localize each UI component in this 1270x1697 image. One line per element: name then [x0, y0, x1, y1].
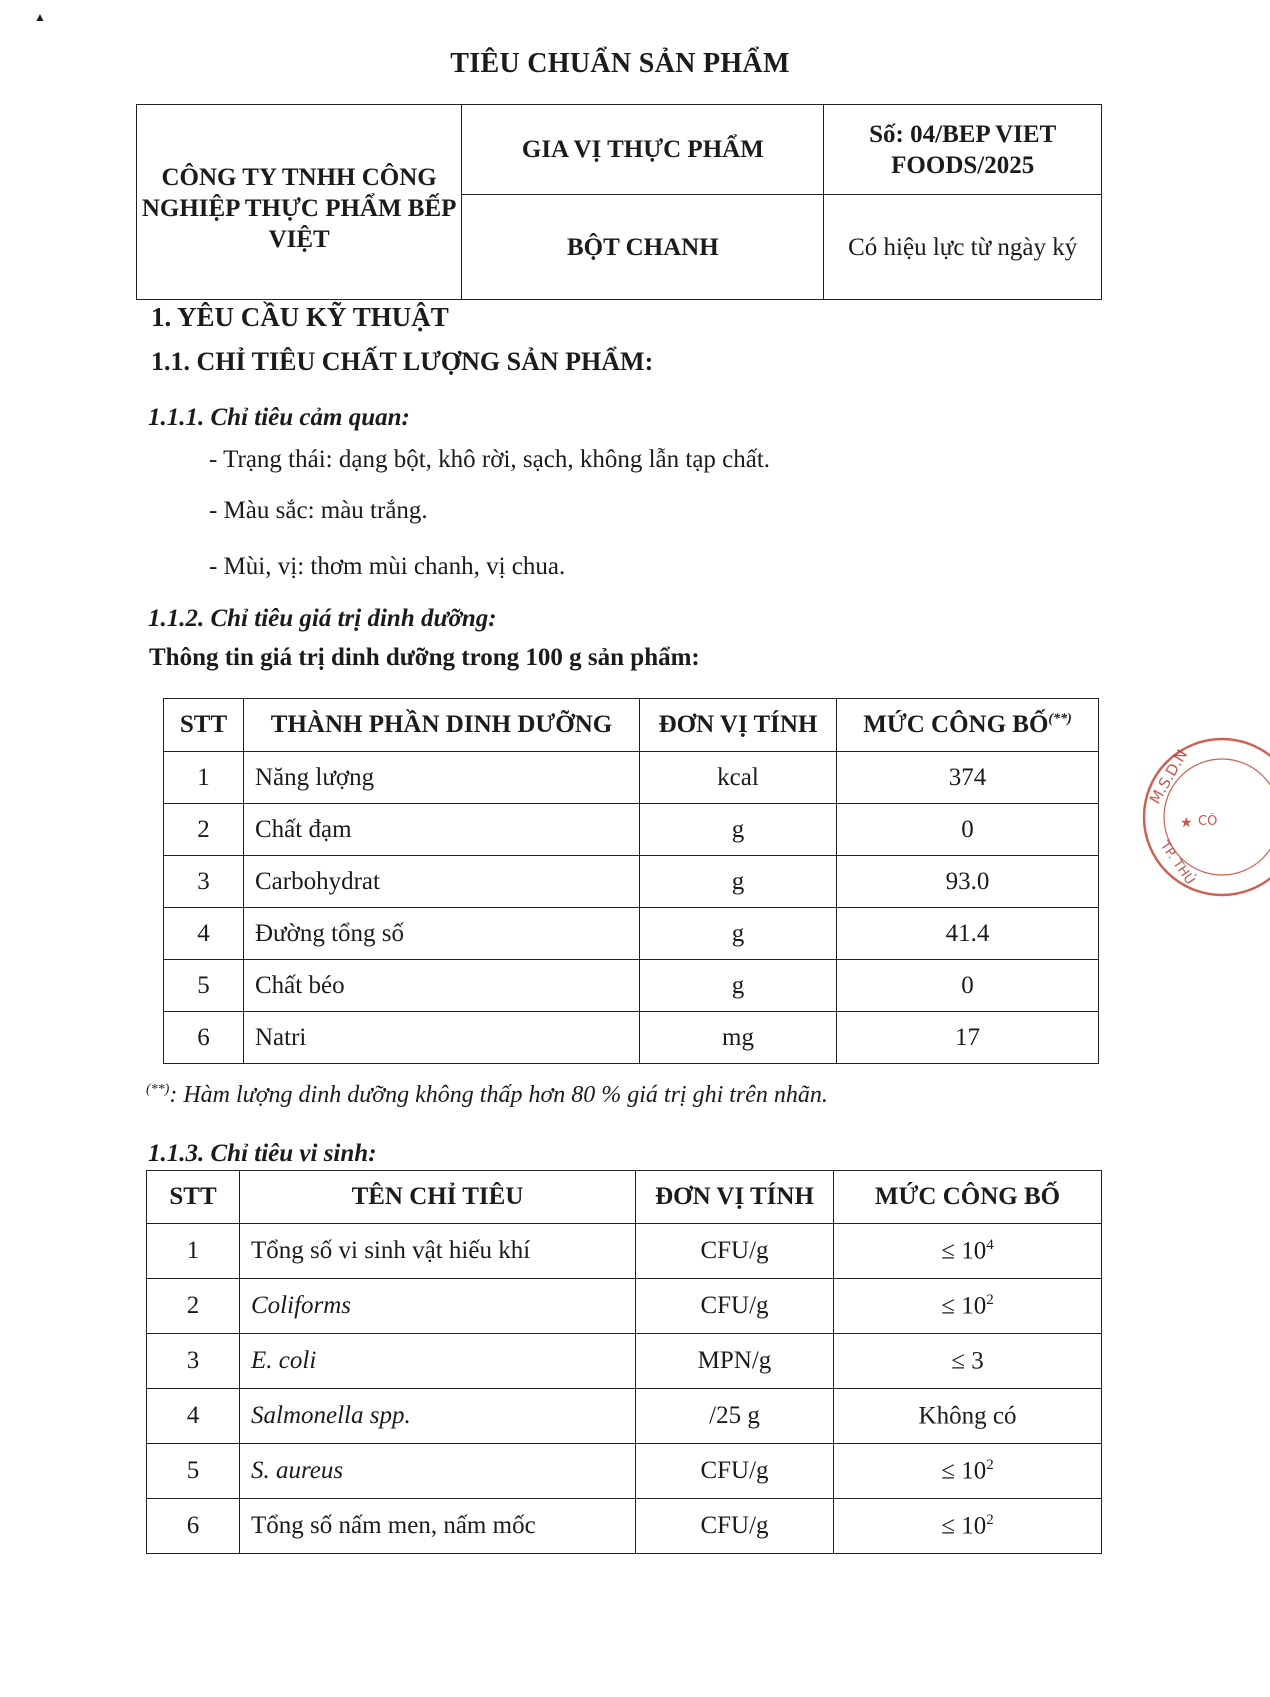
nutrient-unit: kcal [640, 752, 837, 804]
indicator-unit: CFU/g [636, 1499, 834, 1554]
svg-text:TP. THỦ: TP. THỦ [1156, 838, 1198, 888]
sensory-item: - Trạng thái: dạng bột, khô rời, sạch, không lẫn tạp chất. [209, 446, 771, 473]
indicator-name: S. aureus [240, 1444, 636, 1499]
nutrient-name: Natri [244, 1012, 640, 1064]
nutrient-value: 41.4 [837, 908, 1099, 960]
row-number: 1 [147, 1224, 240, 1279]
document-title: TIÊU CHUẨN SẢN PHẨM [450, 48, 790, 79]
column-header: ĐƠN VỊ TÍNH [640, 699, 837, 752]
section-heading: 1. YÊU CẦU KỸ THUẬT [151, 302, 449, 332]
indicator-limit: ≤ 3 [834, 1334, 1102, 1389]
indicator-unit: CFU/g [636, 1444, 834, 1499]
nutrient-unit: g [640, 960, 837, 1012]
header-table [136, 104, 1102, 300]
nutrient-name: Đường tổng số [244, 908, 640, 960]
indicator-name: Salmonella spp. [240, 1389, 636, 1444]
nutrient-name: Chất béo [244, 960, 640, 1012]
nutrition-table [163, 698, 1099, 1064]
svg-text:★: ★ [1180, 815, 1193, 831]
document-number: Số: 04/BEP VIET FOODS/2025 [824, 105, 1102, 195]
column-header: ĐƠN VỊ TÍNH [636, 1171, 834, 1224]
column-header: STT [164, 699, 244, 752]
nutrient-name: Carbohydrat [244, 856, 640, 908]
indicator-limit: ≤ $10^2$ [834, 1279, 1102, 1334]
row-number: 4 [164, 908, 244, 960]
table-row [147, 1224, 1102, 1279]
scan-mark: ▲ [34, 10, 46, 24]
indicator-limit: Không có [834, 1389, 1102, 1444]
column-header: MỨC CÔNG BỐ(**) [837, 699, 1099, 752]
nutrient-value: 0 [837, 804, 1099, 856]
row-number: 3 [164, 856, 244, 908]
nutrient-unit: mg [640, 1012, 837, 1064]
nutrient-unit: g [640, 804, 837, 856]
column-header: TÊN CHỈ TIÊU [240, 1171, 636, 1224]
indicator-limit: ≤ $10^2$ [834, 1499, 1102, 1554]
nutrient-unit: g [640, 908, 837, 960]
table-row [164, 1012, 1099, 1064]
subsection-heading: 1.1. CHỈ TIÊU CHẤT LƯỢNG SẢN PHẨM: [151, 347, 654, 376]
nutrient-name: Chất đạm [244, 804, 640, 856]
product-category: GIA VỊ THỰC PHẨM [462, 105, 824, 195]
nutrient-value: 374 [837, 752, 1099, 804]
nutrient-unit: g [640, 856, 837, 908]
table-row [164, 804, 1099, 856]
row-number: 6 [147, 1499, 240, 1554]
product-name: BỘT CHANH [462, 195, 824, 300]
nutrition-lead: Thông tin giá trị dinh dưỡng trong 100 g sản phẩm: [149, 644, 700, 671]
nutrition-footnote [146, 1082, 828, 1109]
company-seal-stamp [1140, 735, 1270, 900]
table-row [147, 1334, 1102, 1389]
indicator-limit: ≤ $10^4$ [834, 1224, 1102, 1279]
nutrient-value: 17 [837, 1012, 1099, 1064]
row-number: 2 [164, 804, 244, 856]
indicator-name: E. coli [240, 1334, 636, 1389]
row-number: 5 [164, 960, 244, 1012]
company-name: CÔNG TY TNHH CÔNG NGHIỆP THỰC PHẨM BẾP VIỆT [137, 105, 462, 300]
row-number: 4 [147, 1389, 240, 1444]
column-footnote-mark: (**) [1048, 711, 1072, 727]
table-row [164, 856, 1099, 908]
row-number: 5 [147, 1444, 240, 1499]
row-number: 3 [147, 1334, 240, 1389]
indicator-unit: CFU/g [636, 1279, 834, 1334]
indicator-name: Tổng số vi sinh vật hiếu khí [240, 1224, 636, 1279]
table-row [164, 752, 1099, 804]
indicator-name: Coliforms [240, 1279, 636, 1334]
row-number: 6 [164, 1012, 244, 1064]
sensory-heading: 1.1.1. Chỉ tiêu cảm quan: [148, 404, 410, 431]
micro-heading: 1.1.3. Chỉ tiêu vi sinh: [148, 1140, 377, 1167]
column-header: STT [147, 1171, 240, 1224]
column-header: THÀNH PHẦN DINH DƯỠNG [244, 699, 640, 752]
row-number: 2 [147, 1279, 240, 1334]
validity-note: Có hiệu lực từ ngày ký [824, 195, 1102, 300]
table-row [147, 1279, 1102, 1334]
svg-text:M.S.D.N: M.S.D.N [1145, 746, 1192, 807]
table-row [164, 960, 1099, 1012]
nutrient-name: Năng lượng [244, 752, 640, 804]
footnote-text: : Hàm lượng dinh dưỡng không thấp hơn 80 % giá trị ghi trên nhãn. [169, 1082, 828, 1108]
indicator-unit: MPN/g [636, 1334, 834, 1389]
nutrition-heading: 1.1.2. Chỉ tiêu giá trị dinh dưỡng: [148, 605, 497, 632]
sensory-item: - Màu sắc: màu trắng. [209, 497, 428, 524]
column-header: MỨC CÔNG BỐ [834, 1171, 1102, 1224]
micro-table [146, 1170, 1102, 1554]
svg-text:CÔ: CÔ [1198, 814, 1218, 829]
footnote-mark: (**) [146, 1082, 170, 1097]
row-number: 1 [164, 752, 244, 804]
indicator-unit: CFU/g [636, 1224, 834, 1279]
table-row [164, 908, 1099, 960]
table-row [147, 1499, 1102, 1554]
nutrient-value: 93.0 [837, 856, 1099, 908]
indicator-name: Tổng số nấm men, nấm mốc [240, 1499, 636, 1554]
indicator-unit: /25 g [636, 1389, 834, 1444]
sensory-item: - Mùi, vị: thơm mùi chanh, vị chua. [209, 553, 566, 580]
table-row [147, 1389, 1102, 1444]
indicator-limit: ≤ $10^2$ [834, 1444, 1102, 1499]
table-row [147, 1444, 1102, 1499]
nutrient-value: 0 [837, 960, 1099, 1012]
